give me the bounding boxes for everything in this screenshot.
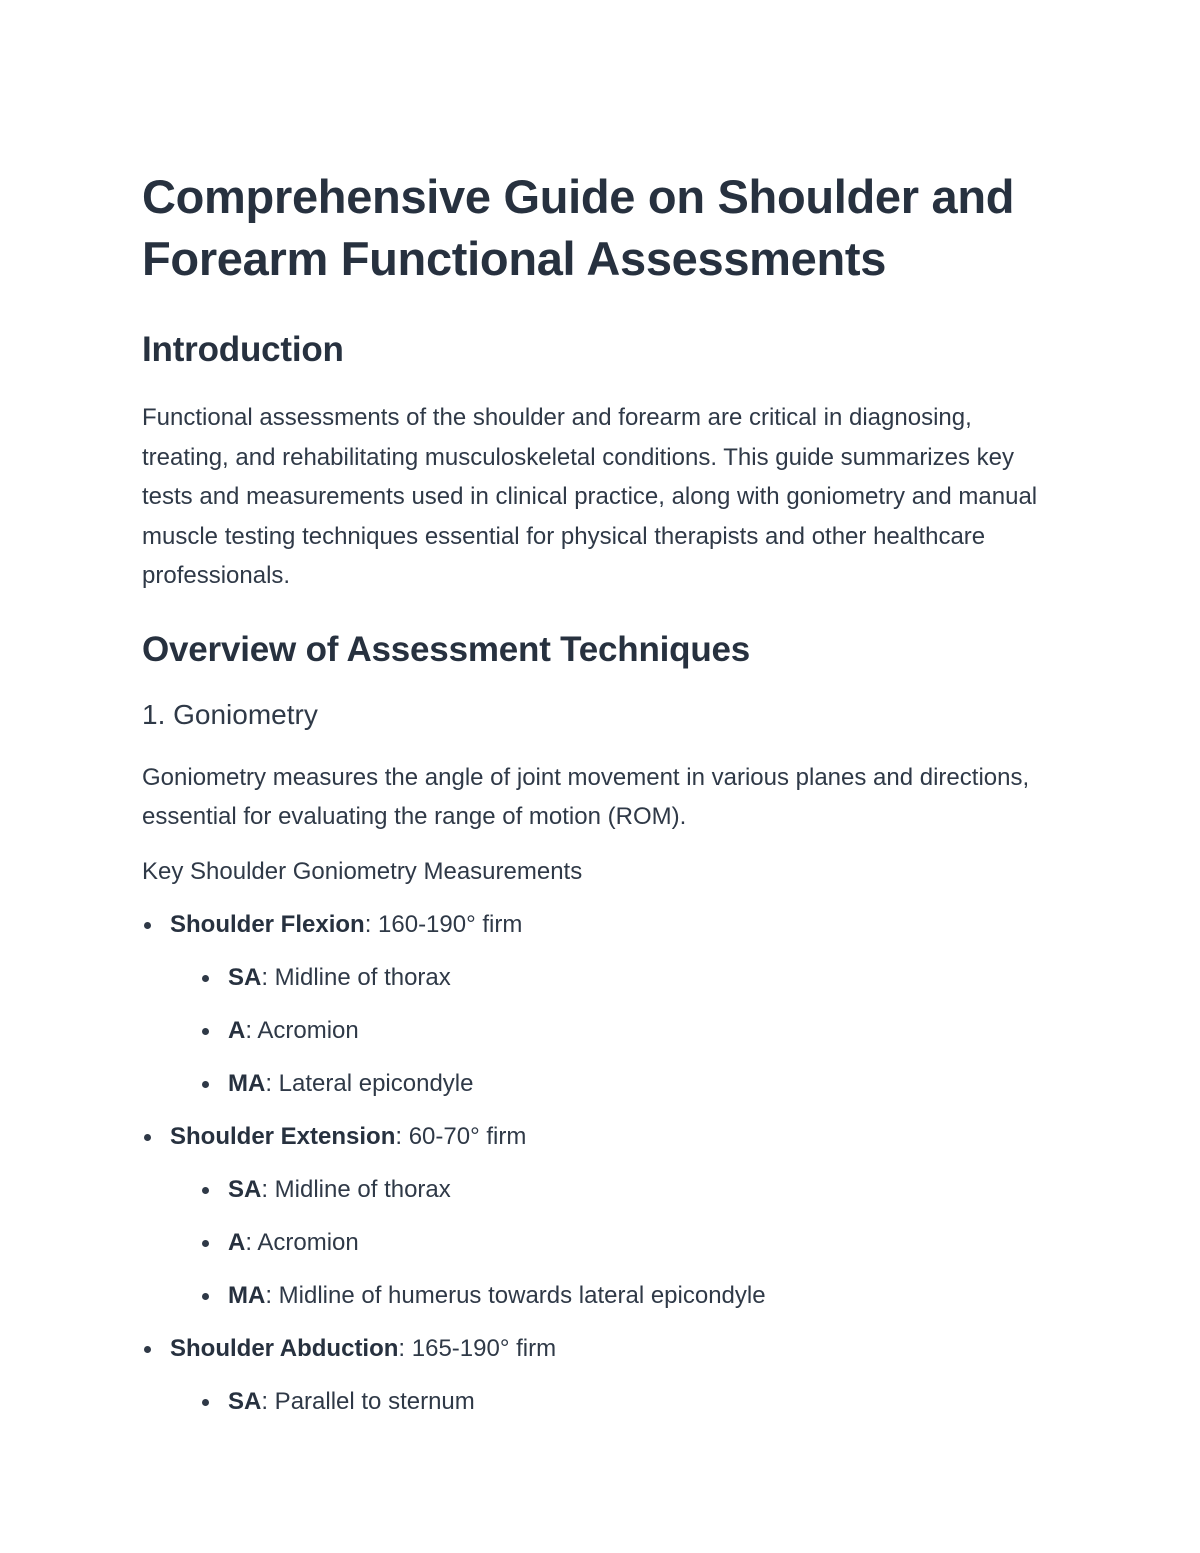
detail-value: : Midline of humerus towards lateral epicondyle [265,1281,766,1309]
detail-term: SA [228,1387,262,1415]
detail-item [170,1224,1062,1262]
detail-term: MA [228,1069,266,1097]
detail-item [170,1171,1062,1209]
introduction-heading: Introduction [142,330,344,369]
detail-item [170,959,1062,997]
goniometry-heading: 1. Goniometry [142,698,318,730]
measurements-label: Key Shoulder Goniometry Measurements [142,857,583,885]
bullet-icon [202,1293,209,1300]
bullet-icon [144,922,151,929]
measurement-term: Shoulder Extension [170,1122,396,1150]
detail-item [170,1277,1062,1315]
bullet-icon [202,1187,209,1194]
bullet-icon [202,1240,209,1247]
measurement-detail-list [170,1171,1062,1315]
measurement-value: : 60-70° firm [395,1122,527,1150]
detail-term: SA [228,1175,262,1203]
measurement-list [142,906,1062,1421]
detail-term: SA [228,963,262,991]
detail-item [170,1383,1062,1421]
measurement-term: Shoulder Abduction [170,1334,399,1362]
detail-value: : Parallel to sternum [261,1387,475,1415]
detail-value: : Midline of thorax [261,963,451,991]
detail-term: A [228,1016,246,1044]
goniometry-paragraph: Goniometry measures the angle of joint movement in various planes and directions, essential for evaluating the range of motion (ROM). [142,763,1030,830]
detail-value: : Acromion [245,1228,359,1256]
introduction-paragraph: Functional assessments of the shoulder and forearm are critical in diagnosing, treating, and rehabilitating musculoskeletal conditions. This guide summarizes key tests and measurements used in clinical practice, along with goniometry and manual muscle testing techniques essential for physical therapists and other healthcare professionals. [142,404,1038,589]
detail-term: A [228,1228,246,1256]
measurement-term: Shoulder Flexion [170,910,365,938]
measurement-item [142,1330,1062,1421]
bullet-icon [202,1081,209,1088]
measurement-detail-list [170,959,1062,1103]
detail-value: : Midline of thorax [261,1175,451,1203]
detail-item [170,1012,1062,1050]
detail-term: MA [228,1281,266,1309]
measurement-value: : 160-190° firm [364,910,523,938]
measurement-item [142,906,1062,1103]
bullet-icon [202,975,209,982]
document-page [142,166,1062,1421]
measurement-value: : 165-190° firm [398,1334,557,1362]
measurement-detail-list [170,1383,1062,1421]
detail-item [170,1065,1062,1103]
overview-heading: Overview of Assessment Techniques [142,629,751,669]
bullet-icon [144,1346,151,1353]
detail-value: : Lateral epicondyle [265,1069,474,1097]
measurement-item [142,1118,1062,1315]
bullet-icon [202,1399,209,1406]
bullet-icon [144,1134,151,1141]
detail-value: : Acromion [245,1016,359,1044]
bullet-icon [202,1028,209,1035]
document-title: Comprehensive Guide on Shoulder and Forearm Functional Assessments [142,170,1015,285]
